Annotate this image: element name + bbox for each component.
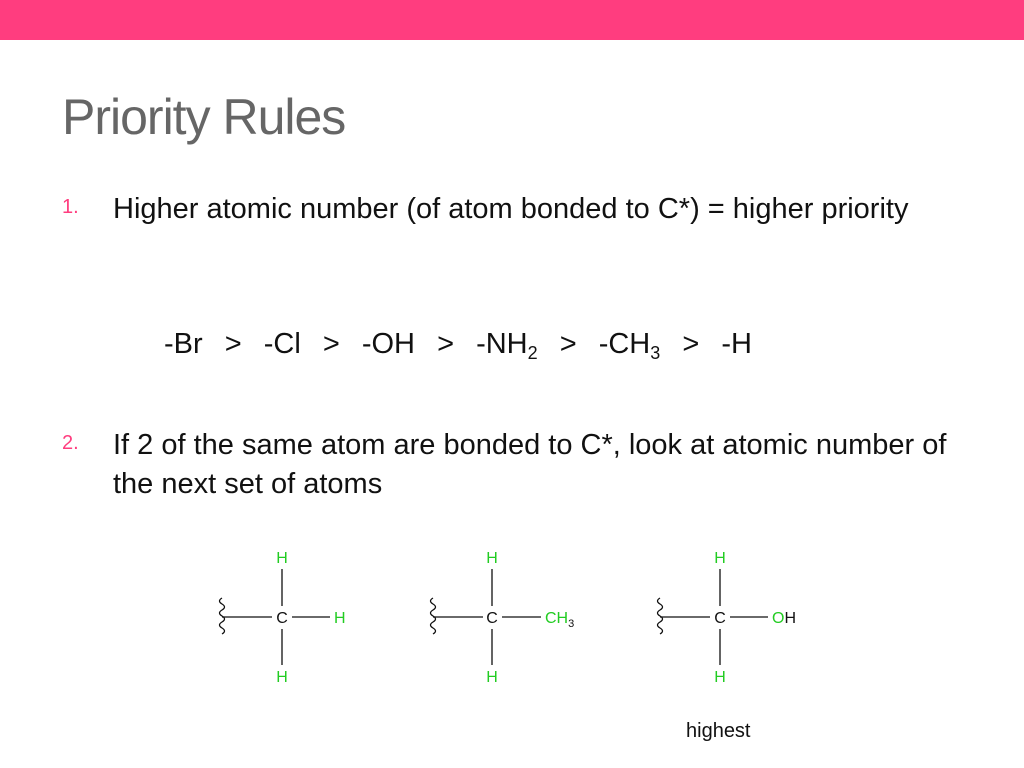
right-group: $CH_3$ [545,610,575,630]
highest-caption: highest [686,720,751,742]
rule-2-number: 2. [62,432,79,454]
right-atom: H [334,610,346,627]
separator: > [437,328,455,360]
right-group: OH [772,610,797,627]
top-atom: H [714,550,726,567]
group-nh2: $-NH_2$ [476,328,538,363]
bottom-atom: H [714,669,726,686]
group-oh: -OH [361,328,416,360]
wavy-bond-icon [431,598,436,634]
rule-1-text: Higher atomic number (of atom bonded to C*) = higher priority [113,193,909,225]
group-ch3: $-CH_3$ [598,328,661,363]
group-br: -Br [164,328,203,360]
wavy-bond-icon [220,598,225,634]
top-atom: H [276,550,288,567]
wavy-bond-icon [658,598,663,634]
bottom-atom: H [486,669,498,686]
separator: > [322,328,340,360]
separator: > [682,328,700,360]
center-atom: C [276,610,288,627]
molecule-methyl [220,550,346,686]
center-atom: C [714,610,726,627]
rule-2-text: If 2 of the same atom are bonded to C*, look at atomic number of the next set of atoms [113,429,947,500]
molecule-hydroxymethyl [658,550,797,686]
slide-title: Priority Rules [62,89,346,145]
center-atom: C [486,610,498,627]
separator: > [559,328,577,360]
bottom-atom: H [276,669,288,686]
group-cl: -Cl [263,328,301,360]
group-h: -H [721,328,752,360]
molecule-ethyl [431,550,575,686]
top-atom: H [486,550,498,567]
rule-1-number: 1. [62,196,79,218]
separator: > [224,328,242,360]
